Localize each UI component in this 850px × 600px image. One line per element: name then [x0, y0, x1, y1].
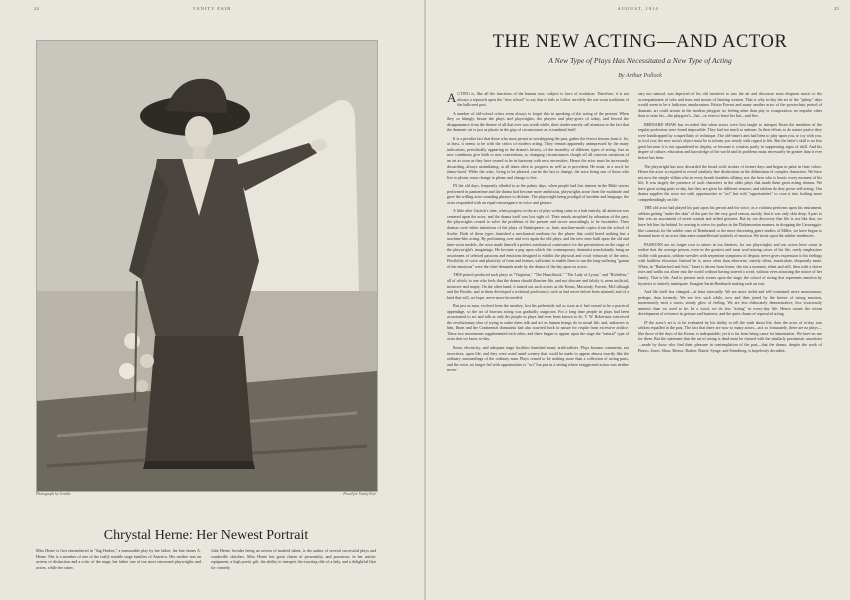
photo-credit-right: Posed for Vanity Fair: [343, 492, 376, 496]
paragraph: The playwright has now discarded the broad swift strokes of former days and begun to paint in finer colors. Hence the actor is required to reveal similarly fine distinctions in the delineation of complex characters. We have not now the simple villain who in every breath breathes villainy, nor the hero who is heroic every moment of his life. It was largely the presence of such characters in the older plays that made them great acting dramas. We have great acting parts to-day, but they are great for different reasons; and seldom do they prove self-acting. Our drama supplies the actor not with opportunities to "act" but with "opportunities" to coax it into looking more comprehendingly on life.: [638, 163, 822, 202]
running-head-right: AUGUST, 1914: [617, 6, 659, 11]
paragraph: THIS period produced such plays as "Virginius," "The Hunchback," "The Lady of Lyons," and "Richelieu," all of which, to one who feels that the drama should illumine life, and not obscure and falsify it, seem artificial, insincere and empty. On the other hand, it turned out such actors as the Keans, Macready, Forrest, McCullough and the Booths, and in them developed a technical proficiency such as had never before been attained, and of a kind that will, we hope, never more be needed.: [447, 272, 629, 300]
paragraph: Ibsen, electricity, and adequate stage facilities banished many artificialities. Plays became comments, not invectives, upon life, and they were acted amid scenery that could be made to appear almost exactly like the ordinary surroundings of the ordinary man. Plays ceased to be nothing more than a collection of acting parts, and the actor, no longer fed with opportunities to "act" but put in a setting where exaggerated action was neither neces-: [447, 344, 629, 373]
paragraph: [447, 91, 629, 108]
caption-title: Chrystal Herne: Her Newest Portrait: [103, 528, 309, 543]
paragraph: It is a peculiar fact that those who most persist in worshipping the past, gather the fewest lessons from it. So, at least, it seems to be with the critics of modern acting. They remain apparently unimpressed by the many indications, periodically appearing in the drama's history, of the mortality of different types of acting. Just as new conditions give birth to new conventions, so changing circumstances slough off all outworn variations of an art as soon as they have ceased to be in harmony with new necessities. Hence the actor must be incessantly discarding, always assimilating, at all times alive to progress as well as to precedent. He must, in a word, be Janus-faced. While the critic, living to be pleased, can be the last to change, the actor being one of those who live to please, must change to please and change to live.: [447, 135, 629, 180]
paragraph: THE old actor had played his part upon his person and his voice, as a violinist performs upon his instrument, seldom getting "under the skin" of the part for the very good reason, mostly, that it was only skin deep. A part to him was an assortment of sweet sounds and stilted gestures. But by our discovery that life is not like that, we have left him far behind. In ceasing to strive for pathos in the Dickensonian manner, in dropping the Caravaggio-like contrasts for the subtler ones of Rembrandt or the more discerning genre studies of Millet, we have begun to demand more of an actor than mere unintellectual symbols of emotion. We insist upon the subtler tendencies.: [638, 205, 822, 239]
portrait-illustration: [37, 41, 377, 491]
caption-column-1: Miss Herne is first remembered in "Sag Harbor," a memorable play by her father, the late James A. Herne. She is a member of one of the really notable stage families of America. Her mother was an actress of distinction and a critic of the stage, her father one of our most renowned playwrights and actors, while her sister,: [36, 548, 201, 571]
article-column-1: [447, 91, 629, 589]
paragraph: IN the old days, frequently alluded to as the palmy days, when people had lost interest in the Bible stories performed in pantomime and the drama had become more ambitious, playwrights arose from the multitude and gave the willing actor sounding phrases to declaim. The playwright being prodigal of incident and language, the actor responded with an equal extravagance in voice and gesture.: [447, 183, 629, 205]
paragraph: PASSIONS are no longer torn to tatters in our theatres; for our playwrights and our actors have come to realize that the average person, even in the greatest and most soul-stirring crises of his life, rarely emphasizes visibly with passion, seldom wrestles with serpentine symptoms of despair, never gives expression to his feelings with faultless elocution. Instead he is, more often than otherwise, merely silent, inarticulate, eloquently mute. When, in "Rutherford and Son," Janet is driven from home, she sits a moment, silent and still, then with a shiver rises and walks out alone into the world without having uttered a word, without even attracting the notice of her family. That is life. And to present such scenes upon the stage, the school of acting that represents emotion by hysterics is entirely inadequate. Imagine Sarah Bernhardt making such an exit.: [638, 241, 822, 286]
article-column-2: [638, 91, 822, 589]
drop-cap: A: [447, 91, 457, 105]
paragraph: And life itself has changed—at least externally. We are more stolid and self-contained, more monotonous, perhaps, than formerly. We see few such while, now and then jarred by the breeze of strong emotion, momentarily emit a warm, steady glow of feeling. We are less elaborately demonstrative, less vivaciously mimetic than we used to be. In a word, we do less "acting" in every-day life. Hence comes the recent development of reticence in gesture and business, and the quiet charm of repressful acting.: [638, 289, 822, 317]
article-title: THE NEW ACTING—AND ACTOR: [492, 32, 788, 52]
caption-column-2: Julie Herne, besides being an actress of marked talent, is the author of several successful plays and vaudeville sketches. Miss Herne has great charm of personality, and possesses, in her artistic equipment, a high poetic gift, the ability to interpret the exacting rôle of a lady, and a delightful flair for comedy.: [211, 548, 376, 571]
paragraph: IF the actor's art is to be evaluated by his ability to tell the truth about life, then the actor of to-day was seldom equalled in the past. The fact that there are now so many actors—not so fortunately, there are no plays—like those of the days of the Keans, is indisputable; yet it is far from being cause for lamentation. We have no use for them. But the statement that the art of acting is dead must be classed with the similarly pessimistic assertions—made by those who find their pleasure in contemplation of the past—that the drama, despite the work of Pinero, Jones, Shaw, Brieux, Barker, Barrie, Synge, and Strindberg, is hopelessly decadent.: [638, 319, 822, 353]
page-number-left: 24: [34, 6, 40, 11]
byline: By Arthur Pollock: [618, 73, 662, 79]
paragraph-text: CTING is, like all the functions of the human race, subject to laws of evolution. Therefore, it is not always a reproach upon the "new school" to say that it fails to follow servilely the out-worn traditions of the hallowed past.: [457, 91, 629, 108]
paragraph: A little after Garrick's time, when progress in the art of play-writing came to a halt entirely, all attention was centered upon the actor, and the drama itself was lost sight of. Their minds atrophied by adoration of the past, the playwrights ceased to solve the problems of the present and strove unavailingly to be facsimiles. Their dramas were either imitations of the plays of Shakespeare, or, later, machine-made copies from the school of Scribe. Both of these types furnished a mechanical medium for the player that could breed nothing but a machine-like acting. By performing over and over again the old plays, and the new ones built upon the old and time-worn models, the actor made himself a perfect mechanical contrivance for the presentation on the stage of the playwright's imaginings. He became a peg upon which the contemporary dramatist nonchalantly hung an assortment of selected passions and emotions designed to exhibit the physical and vocal virtuosity of the artist. Flexibility of voice and plasticity of form and feature, sufficient to enable them to run the long-suffering "gamut of the emotions" were the chief demands made by the drama of the day upon its actors.: [447, 208, 629, 269]
paragraph: A number of old-school critics seem always to forget this in speaking of the acting of the present. When they so bitingly berate the plays and playwrights, the players and play-goers of today, and bewail the disappearance from the theatre of all that ever was worth while, their tirades merely call attention to the fact that the dramatic art is just as plastic in the grip of circumstance as is mankind itself.: [447, 110, 629, 133]
left-page: [0, 0, 424, 600]
page-number-right: 25: [834, 6, 840, 11]
paragraph: But just as man, evolved from the monkey, lost his prehensile tail so soon as it had ceased to be a practical appendage, so the art of bravura acting was gradually outgrown. For a long time people in plays had been accustomed to act and talk as only the people in plays had ever been known to do. T. W. Robertson conceived the revolutionary idea of trying to make them talk and act as human beings do in actual life, and, unknown to him, Ibsen and the Continental dramatists had also scurried back to nature for respite from excessive artifice. These two movements supplemented each other, and there began to appear upon the stage the "natural" type of actor that we know to-day.: [447, 303, 629, 342]
paragraph: BERNARD SHAW has recorded that when actors were first taught to interpret Ibsen the members of the regular profession were found impossible. They had too much to unlearn. In their efforts to do nature justice they were handicapped by a superfluity of technique. The old-timer's aim had been to play upon you, to toy with you, to fool you; the new actor's object must be to inform you wisely with regard to life. But the latter's skill is no less great because it is not squandered in display, or because it consists partly in suppressing signs of skill. And his degree of culture, education and knowledge of the world and its problems must necessarily be greater than it ever before has been.: [638, 121, 822, 161]
paragraph: sary nor natural, was deprived of his old incentive to saw the air and discourse most eloquent music to the accompaniment of sobs and tears and moans of fainting women. That is why to-day the art of the "palmy" days would seem to be a ludicrous anachronism. Edwin Forrest and many another actor of the pyrotechnic period of dramatic art could arouse in the modern playgoer no feeling other than pity or exasperation, no impulse other than to seize his—the playgoer's—hat—or even to leave his hat—and flee.: [638, 91, 822, 119]
portrait-photo: [36, 40, 378, 492]
article-subtitle: A New Type of Plays Has Necessitated a New Type of Acting: [548, 56, 732, 65]
running-head-left: VANITY FAIR: [192, 6, 232, 11]
photo-credit-left: Photograph by Genthe: [36, 492, 71, 496]
